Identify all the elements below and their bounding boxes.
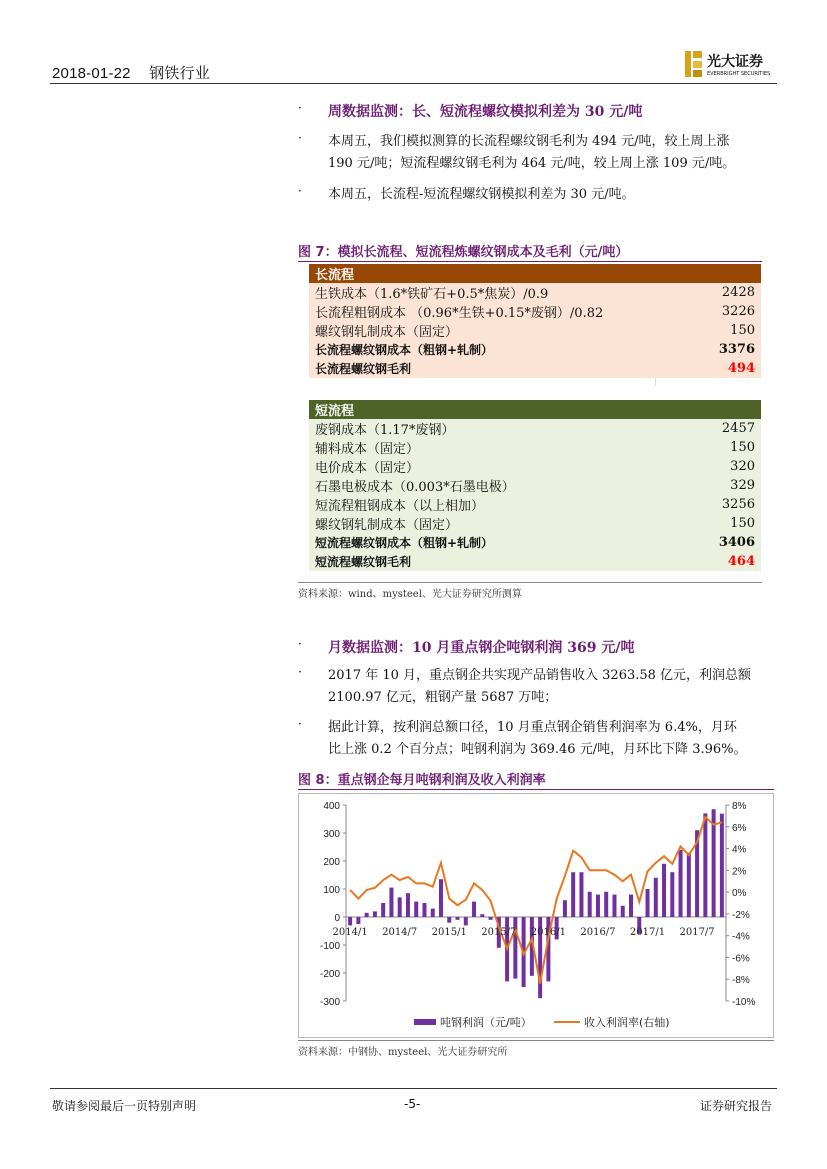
logo-text-cn: 光大证券 [707, 54, 763, 70]
table-row [309, 359, 761, 378]
paragraph-line: 据此计算，按利润总额口径，10 月重点钢企销售利润率为 6.4%，月环 [328, 720, 737, 735]
table-row [309, 533, 761, 552]
table-spacer [309, 386, 761, 400]
section1-paragraph-1 [328, 131, 775, 175]
section-bullet: · [298, 101, 302, 115]
right-tick-label: 0% [732, 888, 747, 900]
table-row [309, 283, 761, 302]
right-tick-label: 4% [732, 844, 747, 856]
left-tick-label: -300 [319, 997, 340, 1008]
row-label: 螺纹钢轧制成本（固定） [315, 518, 459, 533]
bar-profit-2014/8 [406, 893, 410, 917]
x-tick-label: 2014/7 [382, 927, 418, 938]
table-spacer [309, 378, 761, 386]
footer-disclaimer: 敬请参阅最后一页特别声明 [52, 1099, 197, 1113]
bar-profit-2016/6 [588, 892, 592, 917]
row-value: 150 [730, 323, 755, 338]
left-tick-label: 200 [323, 857, 340, 868]
bar-profit-2017/3 [662, 864, 666, 917]
bar-profit-2014/11 [431, 909, 435, 917]
paragraph-line: 190 元/吨；短流程螺纹钢毛利为 464 元/吨，较上周上涨 109 元/吨。 [328, 156, 736, 171]
cost-table [309, 264, 761, 571]
header-date-industry [52, 62, 210, 83]
row-value: 329 [730, 478, 755, 493]
right-tick-label: -2% [732, 909, 750, 921]
footer-report-type: 证券研究报告 [700, 1099, 773, 1113]
footer-divider [50, 1088, 777, 1089]
row-label: 废钢成本（1.17*废钢） [315, 423, 455, 438]
bar-profit-2016/5 [579, 872, 583, 917]
row-label: 辅料成本（固定） [315, 442, 420, 457]
bar-profit-2016/11 [629, 895, 633, 917]
paragraph-line: 2017 年 10 月，重点钢企共实现产品销售收入 3263.58 亿元，利润总额 [328, 668, 752, 683]
section1-paragraph-2 [328, 184, 775, 206]
row-label: 短流程螺纹钢成本（粗钢+轧制） [315, 536, 494, 550]
row-value: 2457 [721, 421, 755, 436]
bar-profit-2015/6 [489, 917, 493, 920]
short-process-table [309, 400, 761, 571]
left-tick-label: 0 [334, 913, 340, 924]
section2-title: 月数据监测：10 月重点钢企吨钢利润 369 元/吨 [328, 640, 635, 656]
row-label: 石墨电极成本（0.003*石墨电极） [315, 480, 515, 495]
bar-profit-2014/10 [422, 903, 426, 917]
figure7-bottom-rule [298, 582, 762, 583]
line-margin-series [350, 817, 722, 984]
row-value: 3376 [718, 342, 755, 357]
right-tick-label: -6% [732, 953, 750, 965]
page-number: -5- [404, 1097, 421, 1111]
row-value: 150 [730, 516, 755, 531]
right-tick-label: 8% [732, 801, 747, 812]
legend-line-label: 收入利润率(右轴) [584, 1016, 670, 1029]
paragraph-line: 比上涨 0.2 个百分点；吨钢利润为 369.46 元/吨，月环比下降 3.96%。 [328, 742, 747, 757]
row-value: 3256 [721, 497, 755, 512]
long-process-table [309, 264, 761, 378]
bar-profit-2015/2 [456, 917, 460, 920]
report-date: 2018-01-22 [52, 65, 131, 82]
bar-profit-2017/4 [670, 872, 674, 917]
figure8-title: 图 8：重点钢企每月吨钢利润及收入利润率 [298, 773, 546, 788]
bar-profit-2017/8 [703, 813, 707, 917]
table-row [309, 438, 761, 457]
chart-frame [299, 794, 774, 1038]
x-tick-label: 2016/7 [580, 927, 616, 938]
right-tick-label: -10% [732, 997, 756, 1008]
paragraph-line: 本周五，长流程-短流程螺纹钢模拟利差为 30 元/吨。 [328, 187, 635, 202]
row-label: 长流程粗钢成本 （0.96*生铁+0.15*废钢）/0.82 [315, 306, 604, 321]
bar-profit-2017/1 [646, 889, 650, 917]
row-label: 螺纹钢轧制成本（固定） [315, 325, 459, 340]
figure7-title-rule [298, 261, 762, 262]
section2-paragraph-2 [328, 717, 775, 761]
bar-profit-2017/2 [654, 878, 658, 917]
row-value: 464 [727, 554, 755, 569]
legend-bar-swatch [414, 1019, 436, 1025]
row-label: 短流程粗钢成本（以上相加） [315, 499, 485, 514]
bar-profit-2016/9 [612, 895, 616, 917]
left-tick-label: 100 [323, 885, 340, 896]
right-tick-label: -8% [732, 975, 750, 987]
x-tick-label: 2017/7 [679, 927, 715, 938]
table-row [309, 321, 761, 340]
row-value: 320 [730, 459, 755, 474]
bar-profit-2016/7 [596, 895, 600, 917]
bar-profit-2014/5 [381, 903, 385, 917]
paragraph-line: 本周五，我们模拟测算的长流程螺纹钢毛利为 494 元/吨，较上周上涨 [328, 134, 730, 149]
legend-bar-label: 吨钢利润（元/吨） [440, 1016, 532, 1029]
bar-profit-2015/3 [464, 917, 468, 925]
bar-profit-2014/9 [414, 902, 418, 917]
left-tick-label: 400 [323, 801, 340, 812]
list-bullet: · [298, 665, 302, 679]
row-value: 3406 [718, 535, 755, 550]
bar-profit-2017/10 [720, 814, 724, 917]
table-row [309, 340, 761, 359]
bar-profit-2015/1 [447, 917, 451, 923]
bar-profit-2017/6 [687, 853, 691, 917]
x-tick-label: 2014/1 [332, 927, 368, 938]
section1-title: 周数据监测：长、短流程螺纹模拟利差为 30 元/吨 [328, 104, 643, 120]
figure7-source: 资料来源：wind、mysteel、光大证券研究所测算 [298, 589, 522, 600]
logo-text-en: EVERBRIGHT SECURITIES [707, 71, 771, 77]
row-value: 2428 [721, 285, 755, 300]
row-value: 150 [730, 440, 755, 455]
table-row [309, 476, 761, 495]
table-row [309, 419, 761, 438]
industry-name: 钢铁行业 [149, 65, 210, 82]
figure8-source: 资料来源：中钢协、mysteel、光大证券研究所 [298, 1047, 508, 1058]
section-bullet: · [298, 637, 302, 651]
row-label: 长流程螺纹钢成本（粗钢+轧制） [315, 343, 494, 357]
bar-profit-2014/3 [365, 913, 369, 917]
left-tick-label: -100 [319, 941, 340, 952]
figure8-title-rule [298, 789, 774, 790]
list-bullet: · [298, 131, 302, 145]
figure8-bottom-rule [298, 1040, 774, 1041]
bar-profit-2014/12 [439, 879, 443, 917]
header-divider [50, 83, 777, 84]
right-tick-label: 2% [732, 866, 747, 878]
x-tick-label: 2017/1 [629, 927, 666, 938]
bar-profit-2014/4 [373, 911, 377, 917]
row-label: 生铁成本（1.6*铁矿石+0.5*焦炭）/0.9 [315, 287, 549, 302]
bar-profit-2015/5 [480, 914, 484, 917]
bar-profit-2016/10 [621, 906, 625, 917]
bar-profit-2016/4 [571, 872, 575, 917]
profit-chart [298, 793, 774, 1038]
short-process-header: 短流程 [309, 400, 761, 419]
section2-paragraph-1 [328, 665, 775, 709]
logo-mark-icon [685, 51, 703, 77]
list-bullet: · [298, 717, 302, 731]
table-row [309, 514, 761, 533]
x-tick-label: 2015/7 [481, 927, 517, 938]
right-tick-label: 6% [732, 822, 747, 834]
paragraph-line: 2100.97 亿元，粗钢产量 5687 万吨； [328, 690, 558, 705]
row-value: 3226 [721, 304, 755, 319]
x-tick-label: 2016/1 [530, 927, 566, 938]
row-label: 短流程螺纹钢毛利 [315, 555, 412, 569]
long-process-header: 长流程 [309, 264, 761, 283]
bar-profit-2016/8 [604, 892, 608, 917]
left-tick-label: -200 [319, 969, 340, 980]
row-label: 长流程螺纹钢毛利 [315, 362, 412, 376]
table-row [309, 302, 761, 321]
bar-profit-2014/6 [389, 888, 393, 917]
bar-profit-2014/2 [356, 917, 360, 924]
bar-profit-2014/7 [398, 897, 402, 917]
bar-profit-2016/3 [563, 900, 567, 917]
list-bullet: · [298, 184, 302, 198]
bar-profit-2015/4 [472, 902, 476, 917]
table-row [309, 552, 761, 571]
bar-profit-2017/5 [679, 850, 683, 917]
row-label: 电价成本（固定） [315, 461, 420, 476]
table-row [309, 495, 761, 514]
left-tick-label: 300 [323, 829, 340, 840]
figure7-title: 图 7：模拟长流程、短流程炼螺纹钢成本及毛利（元/吨） [298, 245, 629, 260]
right-tick-label: -4% [732, 931, 750, 943]
x-tick-label: 2015/1 [431, 927, 467, 938]
row-value: 494 [727, 361, 755, 376]
bar-profit-2014/1 [348, 917, 352, 925]
table-row [309, 457, 761, 476]
